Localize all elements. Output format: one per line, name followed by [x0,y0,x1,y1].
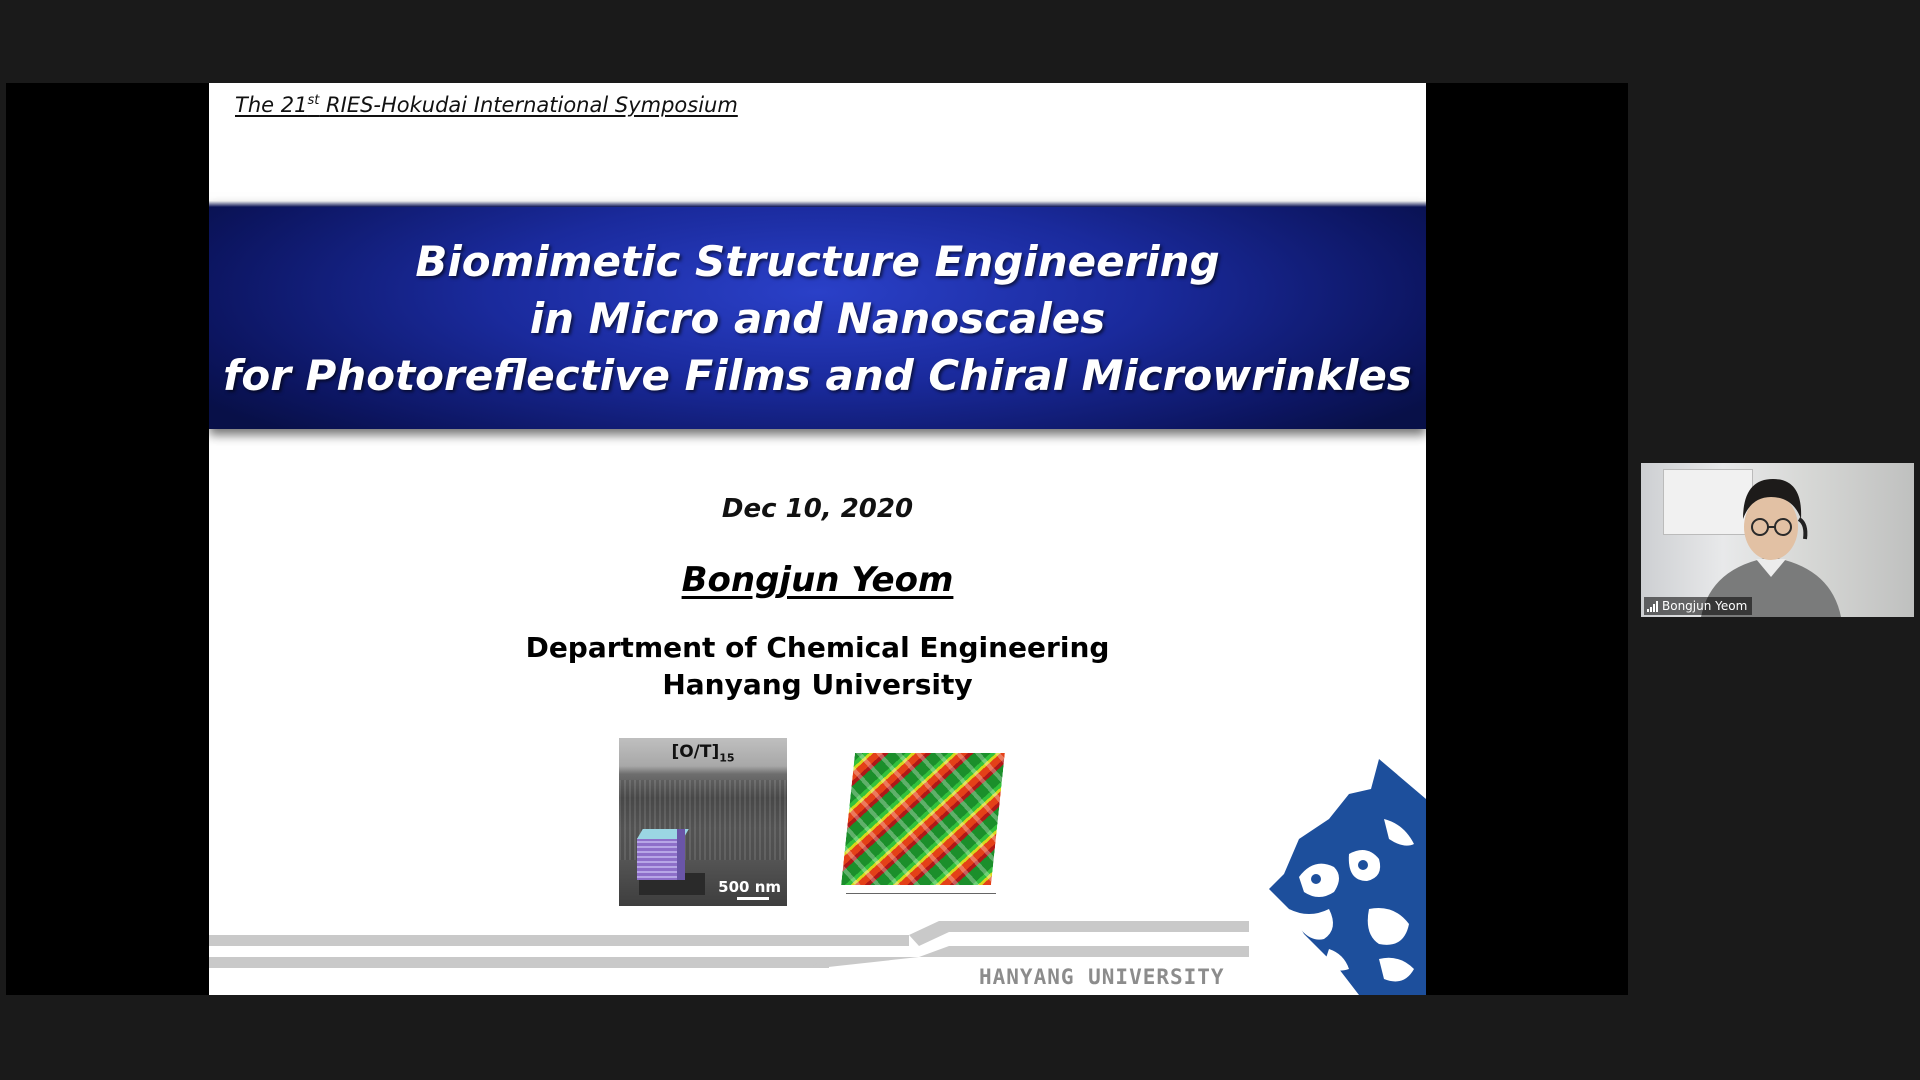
title-band [209,201,1426,429]
participant-video-person [1701,469,1841,617]
scale-bar-label: 500 nm [718,878,781,896]
affiliation [209,629,1426,703]
multilayer-cube-icon [637,838,677,880]
footer-stripe-ramp [809,921,1249,971]
footer-stripe [209,957,829,968]
university: Hanyang University [662,668,973,701]
sem-cross-section-image [619,738,787,906]
title-line-2: in Micro and Nanoscales [529,294,1106,343]
title-line-1: Biomimetic Structure Engineering [415,237,1220,286]
department: Department of Chemical Engineering [525,631,1110,664]
symposium-header: The 21st RIES-Hokudai International Symposium [235,93,738,117]
participant-name-label: Bongjun Yeom [1644,597,1752,615]
sem-label: $[O/T]_{15}$ [671,742,735,765]
presentation-slide [209,83,1426,995]
presentation-date: Dec 10, 2020 [721,494,914,524]
afm-microwrinkle-image [836,745,1011,905]
scale-bar [737,897,769,900]
participant-video-tile[interactable] [1641,463,1914,617]
footer-stripe [209,935,909,946]
hanyang-lion-logo-icon [1259,759,1426,995]
title-line-3: for Photoreflective Films and Chiral Microwrinkles [223,351,1412,400]
footer-brand: HANYANG UNIVERSITY [979,965,1225,989]
author-name: Bongjun Yeom [681,560,954,600]
signal-bars-icon [1647,601,1658,612]
